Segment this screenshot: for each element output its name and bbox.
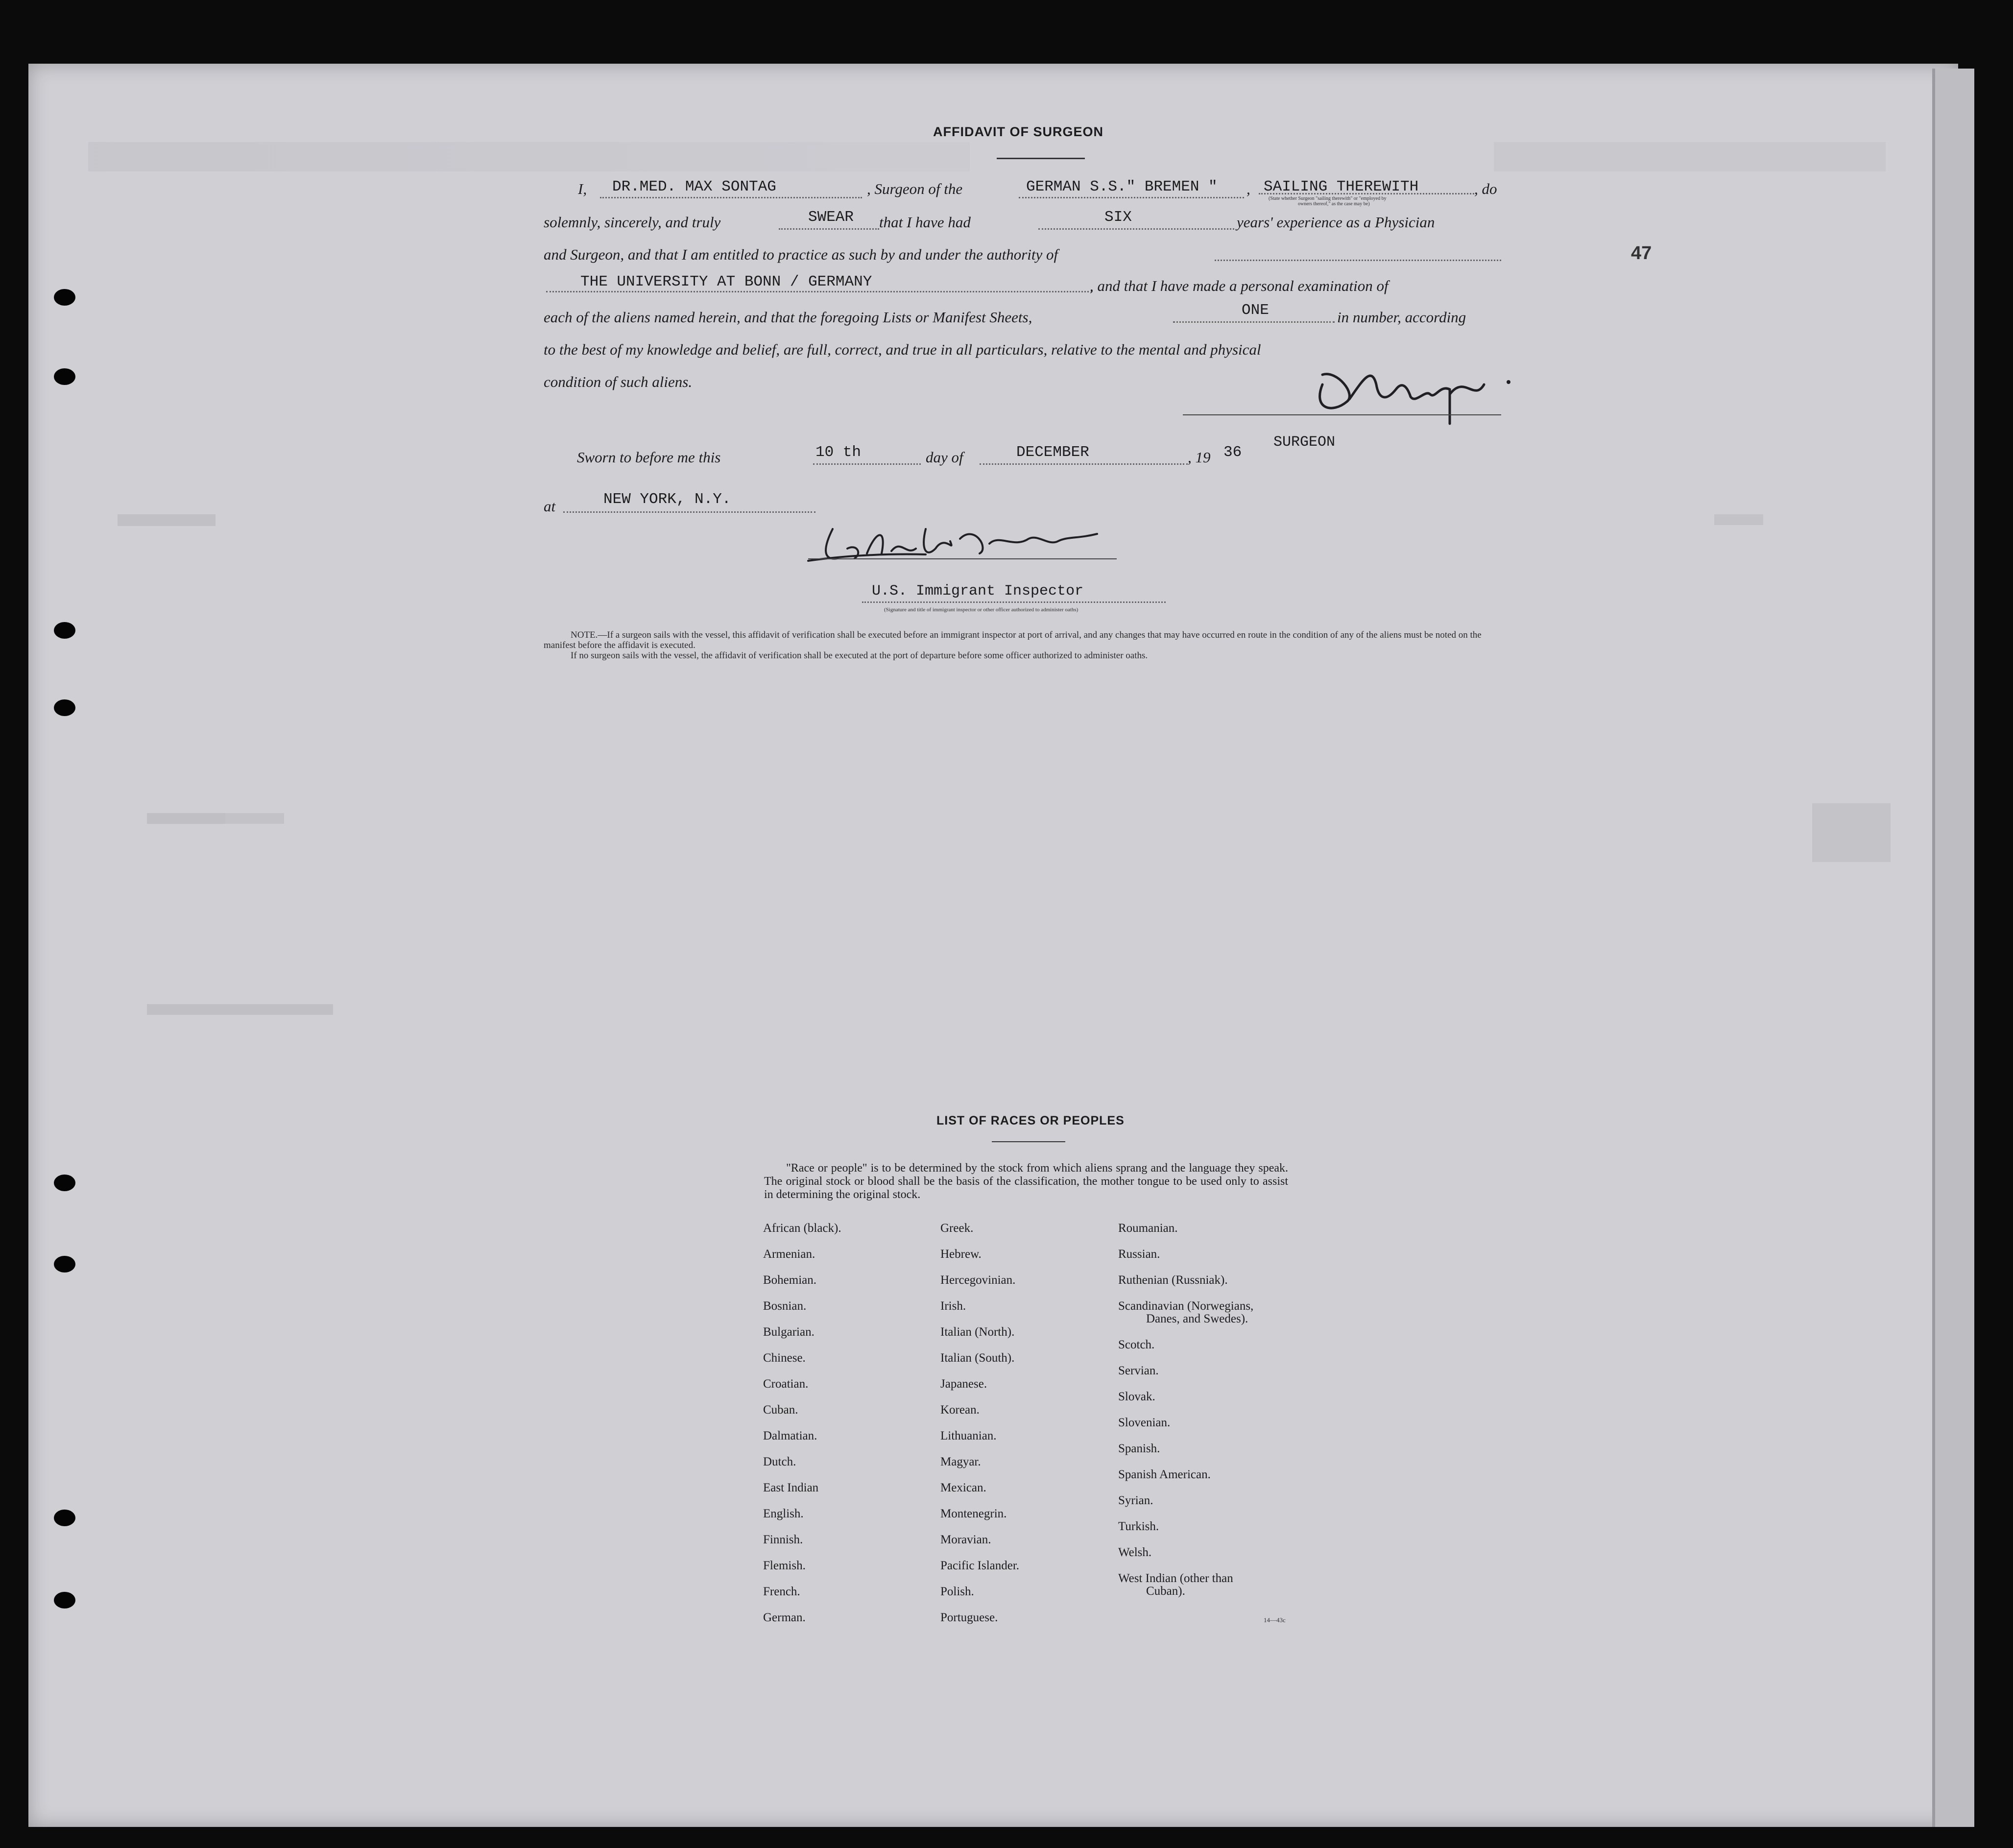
race-item: Pacific Islander.: [940, 1559, 1020, 1572]
race-item: Bulgarian.: [763, 1325, 815, 1339]
race-item: East Indian: [763, 1481, 819, 1494]
line2-middle: that I have had: [879, 214, 971, 231]
binder-hole: [54, 1510, 75, 1526]
race-item: Greek.: [940, 1222, 974, 1235]
race-item: Spanish.: [1118, 1442, 1160, 1455]
inspector-signature: [803, 519, 1136, 568]
oath-line: [779, 228, 879, 230]
line7-text: condition of such aliens.: [544, 373, 693, 390]
note-1: NOTE.—If a surgeon sails with the vessel, this affidavit of verification shall be executed before an immigrant inspector at port of arrival, and any changes that may have occurred en route in the condition of any of the aliens must be noted on the manifest before the affidavit is executed.: [544, 630, 1482, 650]
sworn-month-line: [980, 463, 1188, 465]
binder-hole: [54, 1256, 75, 1272]
race-item: Montenegrin.: [940, 1507, 1007, 1520]
race-item: African (black).: [763, 1222, 841, 1235]
sworn-place: NEW YORK, N.Y.: [603, 491, 731, 508]
sheets-count: ONE: [1242, 302, 1269, 319]
surgeon-signature-line: [1183, 414, 1501, 415]
binder-hole: [54, 1175, 75, 1191]
place-line: [563, 511, 815, 513]
line5-suffix: in number, according: [1337, 309, 1466, 326]
race-item: Ruthenian (Russniak).: [1118, 1273, 1228, 1287]
vessel-line: [1019, 197, 1244, 198]
race-item: Turkish.: [1118, 1520, 1159, 1533]
year-prefix: , 19: [1188, 449, 1211, 466]
note-2: If no surgeon sails with the vessel, the affidavit of verification shall be executed at the port of departure before some officer authorized to administer oaths.: [571, 650, 1148, 661]
race-item: Irish.: [940, 1299, 966, 1313]
races-intro: "Race or people" is to be determined by the stock from which aliens sprang and the language they speak. The original stock or blood shall be the basis of the classification, the mother tongue to be used only to assist in determining the original stock.: [764, 1162, 1288, 1201]
race-item: Armenian.: [763, 1248, 815, 1261]
race-item: Slovenian.: [1118, 1416, 1171, 1429]
title-rule: [997, 158, 1085, 159]
comma: ,: [1246, 180, 1250, 197]
races-title-rule: [992, 1141, 1065, 1142]
sworn-month: DECEMBER: [1016, 444, 1089, 461]
line2-suffix: years' experience as a Physician: [1237, 214, 1435, 231]
race-item: Hercegovinian.: [940, 1273, 1016, 1287]
race-item: Italian (South).: [940, 1351, 1015, 1365]
race-item: Lithuanian.: [940, 1429, 997, 1442]
race-item: Slovak.: [1118, 1390, 1155, 1403]
race-item: English.: [763, 1507, 804, 1520]
line6-text: to the best of my knowledge and belief, are full, correct, and true in all particulars, relative to the mental and physical: [544, 341, 1261, 358]
race-item: Scotch.: [1118, 1338, 1155, 1351]
race-item: Mexican.: [940, 1481, 986, 1494]
sworn-year: 36: [1223, 444, 1242, 461]
race-item: French.: [763, 1585, 800, 1598]
page-edge: [1932, 69, 1974, 1827]
race-item: Cuban).: [1146, 1584, 1185, 1598]
race-item: Hebrew.: [940, 1248, 982, 1261]
race-item: Magyar.: [940, 1455, 981, 1468]
race-item: Dalmatian.: [763, 1429, 817, 1442]
line1-suffix: , do: [1474, 180, 1497, 197]
line1-prefix: I,: [578, 180, 587, 197]
surgeon-name-line: [600, 197, 862, 198]
race-item: Bohemian.: [763, 1273, 817, 1287]
sworn-day-line: [813, 463, 921, 465]
race-item: Syrian.: [1118, 1494, 1153, 1507]
years-line: [1038, 228, 1234, 230]
authority-line: [546, 291, 1092, 292]
race-item: German.: [763, 1611, 806, 1624]
race-item: Finnish.: [763, 1533, 803, 1546]
binder-hole: [54, 699, 75, 716]
race-item: Bosnian.: [763, 1299, 807, 1313]
binder-hole: [54, 289, 75, 306]
surgeon-label: SURGEON: [1273, 434, 1336, 451]
race-item: Spanish American.: [1118, 1468, 1211, 1481]
form-code: 14—43c: [1264, 1616, 1286, 1624]
years-experience: SIX: [1104, 209, 1132, 226]
race-item: Cuban.: [763, 1403, 798, 1416]
vessel-name: GERMAN S.S." BREMEN ": [1026, 178, 1218, 195]
line2-prefix: solemnly, sincerely, and truly: [544, 214, 721, 231]
race-item: Croatian.: [763, 1377, 809, 1391]
binder-hole: [54, 368, 75, 385]
race-item: Italian (North).: [940, 1325, 1015, 1339]
race-item: Dutch.: [763, 1455, 796, 1468]
affidavit-title: AFFIDAVIT OF SURGEON: [933, 124, 1103, 139]
page-number: 47: [1631, 243, 1652, 264]
race-item: Welsh.: [1118, 1546, 1152, 1559]
race-item: Roumanian.: [1118, 1222, 1178, 1235]
race-item: Russian.: [1118, 1248, 1160, 1261]
status-line: [1259, 193, 1474, 194]
sheets-line: [1173, 321, 1335, 323]
status-note-1: (State whether Surgeon "sailing therewith" or "employed by: [1269, 196, 1387, 201]
race-item: Moravian.: [940, 1533, 991, 1546]
status-note-2: owners thereof," as the case may be): [1298, 201, 1370, 207]
oath-word: SWEAR: [808, 209, 854, 226]
binder-hole: [54, 622, 75, 639]
race-item: Korean.: [940, 1403, 980, 1416]
race-item: Servian.: [1118, 1364, 1159, 1377]
line3-line: [1215, 260, 1501, 261]
race-item: Portuguese.: [940, 1611, 998, 1624]
authority: THE UNIVERSITY AT BONN / GERMANY: [580, 273, 872, 290]
surgeon-status: SAILING THEREWITH: [1264, 178, 1419, 195]
at-prefix: at: [544, 498, 556, 515]
day-of-label: day of: [926, 449, 963, 466]
races-title: LIST OF RACES OR PEOPLES: [936, 1114, 1125, 1128]
inspector-title-line: [862, 601, 1166, 603]
inspector-title: U.S. Immigrant Inspector: [872, 583, 1084, 600]
sworn-prefix: Sworn to before me this: [577, 449, 721, 466]
line4-suffix: , and that I have made a personal examination of: [1090, 277, 1389, 294]
surgeon-of-label: , Surgeon of the: [867, 180, 963, 197]
line5-prefix: each of the aliens named herein, and that the foregoing Lists or Manifest Sheets,: [544, 309, 1032, 326]
surgeon-name: DR.MED. MAX SONTAG: [612, 178, 776, 195]
race-item: Scandinavian (Norwegians,: [1118, 1299, 1254, 1313]
inspector-signature-line: [808, 558, 1117, 559]
race-item: Polish.: [940, 1585, 974, 1598]
sworn-day: 10 th: [815, 444, 862, 461]
race-item: Danes, and Swedes).: [1146, 1312, 1248, 1325]
race-item: Chinese.: [763, 1351, 806, 1365]
binder-hole: [54, 1592, 75, 1608]
race-item: Japanese.: [940, 1377, 987, 1391]
surgeon-signature: [1303, 355, 1518, 433]
inspector-caption: (Signature and title of immigrant inspector or other officer authorized to administer oaths): [884, 607, 1078, 613]
race-item: West Indian (other than: [1118, 1572, 1233, 1585]
line3-text: and Surgeon, and that I am entitled to practice as such by and under the authority of: [544, 246, 1058, 263]
race-item: Flemish.: [763, 1559, 806, 1572]
